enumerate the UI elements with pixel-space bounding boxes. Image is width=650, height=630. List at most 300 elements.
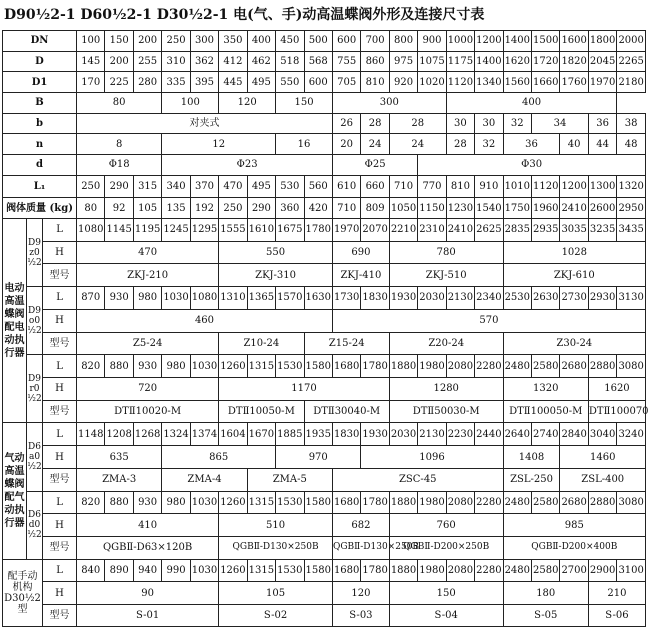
table-cell: L	[43, 491, 77, 514]
table-cell: 120	[332, 582, 389, 605]
table-cell: 1800	[588, 31, 616, 52]
table-cell: 975	[389, 51, 417, 72]
table-cell: 930	[133, 355, 161, 378]
table-cell: DTⅡ100070	[588, 400, 645, 423]
table-cell: 30	[475, 113, 503, 134]
table-cell: Z10-24	[219, 332, 304, 355]
table-cell: 300	[332, 92, 446, 113]
table-cell: 225	[105, 72, 133, 93]
table-cell: 1365	[247, 287, 275, 310]
table-cell: Φ30	[418, 154, 646, 175]
table-cell: 1080	[190, 287, 218, 310]
table-cell: 2625	[475, 218, 503, 241]
table-cell: 682	[332, 514, 389, 537]
table-cell: 1300	[588, 175, 616, 198]
table-cell: 3040	[588, 423, 616, 446]
table-cell: 3035	[560, 218, 588, 241]
table-cell: D6d0½2	[27, 491, 43, 559]
table-cell: 1580	[304, 491, 332, 514]
table-cell: 1680	[332, 491, 360, 514]
table-cell: ZSC-45	[332, 468, 503, 491]
table-cell: 2950	[617, 198, 646, 219]
table-cell: 360	[276, 198, 304, 219]
table-cell: 500	[304, 31, 332, 52]
table-cell: 1320	[503, 378, 588, 401]
table-cell: 型号	[43, 537, 77, 560]
table-cell: 2180	[617, 72, 646, 93]
table-cell: 2730	[560, 287, 588, 310]
table-cell: 1260	[219, 491, 247, 514]
table-cell: 105	[133, 198, 161, 219]
table-cell: 980	[133, 287, 161, 310]
table-cell: 38	[617, 113, 646, 134]
table-cell: 3240	[617, 423, 646, 446]
table-cell: 2480	[503, 559, 531, 582]
table-cell: 1460	[560, 446, 646, 469]
table-cell: L	[43, 218, 77, 241]
table-cell: 1245	[162, 218, 190, 241]
table-cell: 1620	[588, 378, 645, 401]
table-cell: 2680	[560, 355, 588, 378]
table-cell: QGBⅡ-D200×250B	[389, 537, 503, 560]
table-cell: 1880	[389, 559, 417, 582]
table-cell: 90	[77, 582, 219, 605]
table-cell: 1630	[304, 287, 332, 310]
table-cell: 250	[162, 31, 190, 52]
table-cell: 570	[332, 309, 645, 332]
table-cell: 36	[588, 113, 616, 134]
table-cell: 460	[77, 309, 333, 332]
table-cell: 1030	[190, 559, 218, 582]
table-cell: ZMA-5	[247, 468, 332, 491]
table-cell: 1260	[219, 355, 247, 378]
table-cell: ZKJ-610	[503, 264, 645, 287]
table-cell: 1310	[219, 287, 247, 310]
table-cell: 410	[77, 514, 219, 537]
table-cell: 310	[162, 51, 190, 72]
table-cell: 2580	[532, 491, 560, 514]
table-cell: 370	[190, 175, 218, 198]
table-cell: Φ18	[77, 154, 162, 175]
table-cell: 1324	[162, 423, 190, 446]
table-row	[3, 218, 646, 241]
table-cell: 710	[389, 175, 417, 198]
table-cell: Z20-24	[389, 332, 503, 355]
table-cell: 气动高温蝶阀配气动执行器	[3, 423, 27, 559]
table-cell: 420	[304, 198, 332, 219]
table-cell: 810	[446, 175, 474, 198]
table-cell: 1670	[247, 423, 275, 446]
table-cell: 2630	[532, 287, 560, 310]
table-cell: L	[43, 423, 77, 446]
table-cell: H	[43, 514, 77, 537]
table-cell: 2880	[588, 491, 616, 514]
table-cell: 1400	[475, 51, 503, 72]
table-cell: 910	[475, 175, 503, 198]
table-cell: H	[43, 582, 77, 605]
table-cell: 1570	[276, 287, 304, 310]
table-cell: 865	[162, 446, 276, 469]
table-cell: 335	[162, 72, 190, 93]
table-cell: 2030	[389, 423, 417, 446]
table-cell: 2835	[503, 218, 531, 241]
table-cell: ZKJ-310	[219, 264, 333, 287]
table-cell: 660	[361, 175, 389, 198]
table-cell: ZMA-3	[77, 468, 162, 491]
table-cell: 1880	[389, 491, 417, 514]
table-cell: 1820	[560, 51, 588, 72]
table-cell: 28	[389, 113, 446, 134]
table-cell: 315	[133, 175, 161, 198]
table-cell: 1530	[276, 559, 304, 582]
table-cell: d	[3, 154, 77, 175]
table-cell: 26	[332, 113, 360, 134]
table-cell: 2440	[475, 423, 503, 446]
table-cell: 1604	[219, 423, 247, 446]
table-cell: 2410	[560, 198, 588, 219]
table-cell: 1970	[332, 218, 360, 241]
table-row	[3, 355, 646, 378]
table-cell: 985	[503, 514, 645, 537]
table-cell: 970	[276, 446, 361, 469]
table-cell: 1120	[446, 72, 474, 93]
table-cell: 2030	[418, 287, 446, 310]
table-cell: 1200	[475, 31, 503, 52]
table-cell: 1980	[418, 491, 446, 514]
table-row	[3, 92, 646, 113]
table-cell: 150	[389, 582, 503, 605]
table-cell: 1340	[475, 72, 503, 93]
table-cell: 1280	[389, 378, 503, 401]
table-cell: 2935	[532, 218, 560, 241]
table-cell: 280	[133, 72, 161, 93]
table-cell: 1096	[361, 446, 503, 469]
table-cell: 600	[332, 31, 360, 52]
table-cell: 2340	[475, 287, 503, 310]
table-cell: 250	[219, 198, 247, 219]
table-cell: 2680	[560, 491, 588, 514]
table-cell: 495	[247, 72, 275, 93]
table-cell: 1010	[503, 175, 531, 198]
table-cell: 型号	[43, 468, 77, 491]
table-cell: 1400	[503, 31, 531, 52]
table-cell: 705	[332, 72, 360, 93]
table-cell: 2080	[446, 559, 474, 582]
table-cell: 1620	[503, 51, 531, 72]
table-cell: L	[43, 287, 77, 310]
table-cell: 对夹式	[77, 113, 333, 134]
table-cell: DTⅡ10020-M	[77, 400, 219, 423]
table-cell: ZKJ-410	[332, 264, 389, 287]
table-cell: 1200	[560, 175, 588, 198]
table-cell: DN	[3, 31, 77, 52]
table-cell: 8	[77, 134, 162, 155]
table-cell: DTⅡ50030-M	[389, 400, 503, 423]
table-cell: 2580	[532, 355, 560, 378]
table-cell: 1660	[532, 72, 560, 93]
table-cell: D6a0½2	[27, 423, 43, 491]
table-cell: 1000	[446, 31, 474, 52]
table-cell: 1980	[418, 355, 446, 378]
table-row	[3, 113, 646, 134]
table-cell: 980	[162, 355, 190, 378]
table-cell: ZKJ-510	[389, 264, 503, 287]
table-cell: 80	[77, 198, 105, 219]
table-cell: 180	[503, 582, 588, 605]
table-cell: 3080	[617, 355, 646, 378]
table-cell: 型号	[43, 264, 77, 287]
table-cell: 1680	[332, 559, 360, 582]
table-cell: 1145	[105, 218, 133, 241]
table-row	[3, 446, 646, 469]
table-cell: 920	[389, 72, 417, 93]
table-cell: 290	[247, 198, 275, 219]
table-cell: DTⅡ100050-M	[503, 400, 588, 423]
table-cell: Z30-24	[503, 332, 645, 355]
table-cell: 2210	[389, 218, 417, 241]
table-cell: 型号	[43, 400, 77, 423]
table-cell: 24	[361, 134, 389, 155]
table-cell: 450	[276, 31, 304, 52]
table-cell: 860	[361, 51, 389, 72]
table-cell: 100	[77, 31, 105, 52]
table-cell: 1580	[304, 559, 332, 582]
table-cell: 2280	[475, 355, 503, 378]
table-row	[3, 400, 646, 423]
table-cell: 28	[446, 134, 474, 155]
table-cell: 16	[276, 134, 333, 155]
table-cell: 880	[105, 355, 133, 378]
table-cell: 255	[133, 51, 161, 72]
table-cell: D9z0½2	[27, 218, 43, 286]
table-cell: 型号	[43, 332, 77, 355]
table-row	[3, 537, 646, 560]
table-cell: 1080	[77, 218, 105, 241]
table-cell: 80	[77, 92, 162, 113]
table-cell: DTⅡ10050-M	[219, 400, 304, 423]
table-cell: L	[43, 559, 77, 582]
table-cell: 470	[77, 241, 219, 264]
table-row	[3, 332, 646, 355]
table-cell: 568	[304, 51, 332, 72]
table-cell: 2530	[503, 287, 531, 310]
table-cell: 120	[219, 92, 276, 113]
table-cell: L	[43, 355, 77, 378]
table-cell: 1170	[219, 378, 390, 401]
table-cell: DTⅡ30040-M	[304, 400, 389, 423]
table-cell: 3235	[588, 218, 616, 241]
table-cell: ZSL-250	[503, 468, 560, 491]
table-cell: 92	[105, 198, 133, 219]
table-cell: 1560	[503, 72, 531, 93]
table-row	[3, 72, 646, 93]
table-cell: 2600	[588, 198, 616, 219]
table-cell: D1	[3, 72, 77, 93]
table-cell: 510	[219, 514, 333, 537]
table-cell: 36	[503, 134, 560, 155]
table-cell: 2640	[503, 423, 531, 446]
table-cell: 890	[105, 559, 133, 582]
table-cell: H	[43, 241, 77, 264]
table-cell: 型号	[43, 605, 77, 627]
table-cell: 560	[304, 175, 332, 198]
table-cell: 720	[77, 378, 219, 401]
table-cell: 700	[361, 31, 389, 52]
table-cell: 1374	[190, 423, 218, 446]
table-cell: 145	[77, 51, 105, 72]
table-cell: QGBⅡ-D130×250B	[219, 537, 333, 560]
table-cell: Z5-24	[77, 332, 219, 355]
table-cell: Z15-24	[304, 332, 389, 355]
document-title: D90½2-1 D60½2-1 D30½2-1 电(气、手)动高温蝶阀外形及连接尺寸表	[4, 7, 485, 23]
table-cell: 1930	[361, 423, 389, 446]
table-cell: 配手动机构 D30½2型	[3, 559, 43, 626]
table-cell: H	[43, 446, 77, 469]
table-cell: 192	[190, 198, 218, 219]
table-cell: 400	[446, 92, 617, 113]
table-cell: 940	[133, 559, 161, 582]
table-cell: 400	[247, 31, 275, 52]
table-cell: 1020	[418, 72, 446, 93]
table-cell: S-01	[77, 605, 219, 627]
table-cell: 990	[162, 559, 190, 582]
table-cell: 820	[77, 491, 105, 514]
table-cell: 1600	[560, 31, 588, 52]
table-cell: 1885	[276, 423, 304, 446]
table-cell: 760	[389, 514, 503, 537]
table-cell: 24	[389, 134, 446, 155]
table-cell: Φ23	[162, 154, 333, 175]
table-cell: 1935	[304, 423, 332, 446]
table-cell: 1315	[247, 355, 275, 378]
table-cell: 800	[389, 31, 417, 52]
table-cell: 1030	[162, 287, 190, 310]
table-cell: 2740	[532, 423, 560, 446]
table-cell: 1268	[133, 423, 161, 446]
table-cell: 1780	[361, 491, 389, 514]
table-cell: 770	[418, 175, 446, 198]
table-cell: 12	[162, 134, 276, 155]
table-cell: 2130	[418, 423, 446, 446]
table-cell: n	[3, 134, 77, 155]
table-row	[3, 605, 646, 627]
table-cell: 2580	[532, 559, 560, 582]
table-row	[3, 241, 646, 264]
table-cell: 2900	[588, 559, 616, 582]
table-cell: 1530	[276, 491, 304, 514]
table-cell: 809	[361, 198, 389, 219]
table-cell: 1830	[332, 423, 360, 446]
table-cell: 105	[219, 582, 333, 605]
table-cell: 2480	[503, 491, 531, 514]
table-cell: 870	[77, 287, 105, 310]
table-cell: 1830	[361, 287, 389, 310]
table-cell: 1760	[560, 72, 588, 93]
table-cell: 2045	[588, 51, 616, 72]
table-cell: 930	[105, 287, 133, 310]
table-cell: S-02	[219, 605, 333, 627]
table-cell: 1030	[190, 355, 218, 378]
table-cell: 170	[77, 72, 105, 93]
table-cell: 445	[219, 72, 247, 93]
table-cell: 1880	[389, 355, 417, 378]
table-cell: 3100	[617, 559, 646, 582]
table-cell: 1720	[532, 51, 560, 72]
table-cell: 20	[332, 134, 360, 155]
table-cell: 1960	[532, 198, 560, 219]
table-cell: 1970	[588, 72, 616, 93]
table-row	[3, 51, 646, 72]
table-cell: b	[3, 113, 77, 134]
table-cell: 518	[276, 51, 304, 72]
table-cell: 1150	[418, 198, 446, 219]
table-cell: 362	[190, 51, 218, 72]
table-row	[3, 559, 646, 582]
table-cell: 1530	[276, 355, 304, 378]
table-cell: S-06	[588, 605, 645, 627]
table-row	[3, 264, 646, 287]
table-cell: 1315	[247, 559, 275, 582]
table-cell: 462	[247, 51, 275, 72]
table-cell: 1680	[332, 355, 360, 378]
table-cell: 150	[105, 31, 133, 52]
table-cell: L₁	[3, 175, 77, 198]
table-cell: ZMA-4	[162, 468, 247, 491]
dimension-table	[2, 30, 649, 627]
table-row	[3, 309, 646, 332]
table-cell: 1120	[532, 175, 560, 198]
table-cell: 340	[162, 175, 190, 198]
table-cell: 755	[332, 51, 360, 72]
table-row	[3, 198, 646, 219]
table-cell: 48	[617, 134, 646, 155]
table-cell: 1175	[446, 51, 474, 72]
table-cell: 600	[304, 72, 332, 93]
table-cell: 1930	[389, 287, 417, 310]
table-cell: 电动高温蝶阀配电动执行器	[3, 218, 27, 422]
table-cell: 1980	[418, 559, 446, 582]
table-cell: ZKJ-210	[77, 264, 219, 287]
table-cell: 1675	[276, 218, 304, 241]
table-cell: 2080	[446, 355, 474, 378]
table-cell: 2070	[361, 218, 389, 241]
table-cell: 1208	[105, 423, 133, 446]
table-cell: S-05	[503, 605, 588, 627]
table-cell: 34	[532, 113, 589, 134]
table-cell: H	[43, 309, 77, 332]
table-cell: 1540	[475, 198, 503, 219]
table-cell: 550	[276, 72, 304, 93]
table-cell: 2840	[560, 423, 588, 446]
table-cell: Φ25	[332, 154, 417, 175]
table-cell: 2310	[418, 218, 446, 241]
table-cell: 495	[247, 175, 275, 198]
table-cell: 350	[219, 31, 247, 52]
table-cell: 200	[133, 31, 161, 52]
table-cell: 30	[446, 113, 474, 134]
table-cell: 3080	[617, 491, 646, 514]
table-cell: 32	[503, 113, 531, 134]
table-row	[3, 514, 646, 537]
table-cell: 250	[77, 175, 105, 198]
table-row	[3, 175, 646, 198]
table-cell: 530	[276, 175, 304, 198]
table-cell: 690	[332, 241, 389, 264]
table-cell: S-04	[389, 605, 503, 627]
table-cell: D	[3, 51, 77, 72]
table-cell: 1500	[532, 31, 560, 52]
table-cell: 820	[77, 355, 105, 378]
